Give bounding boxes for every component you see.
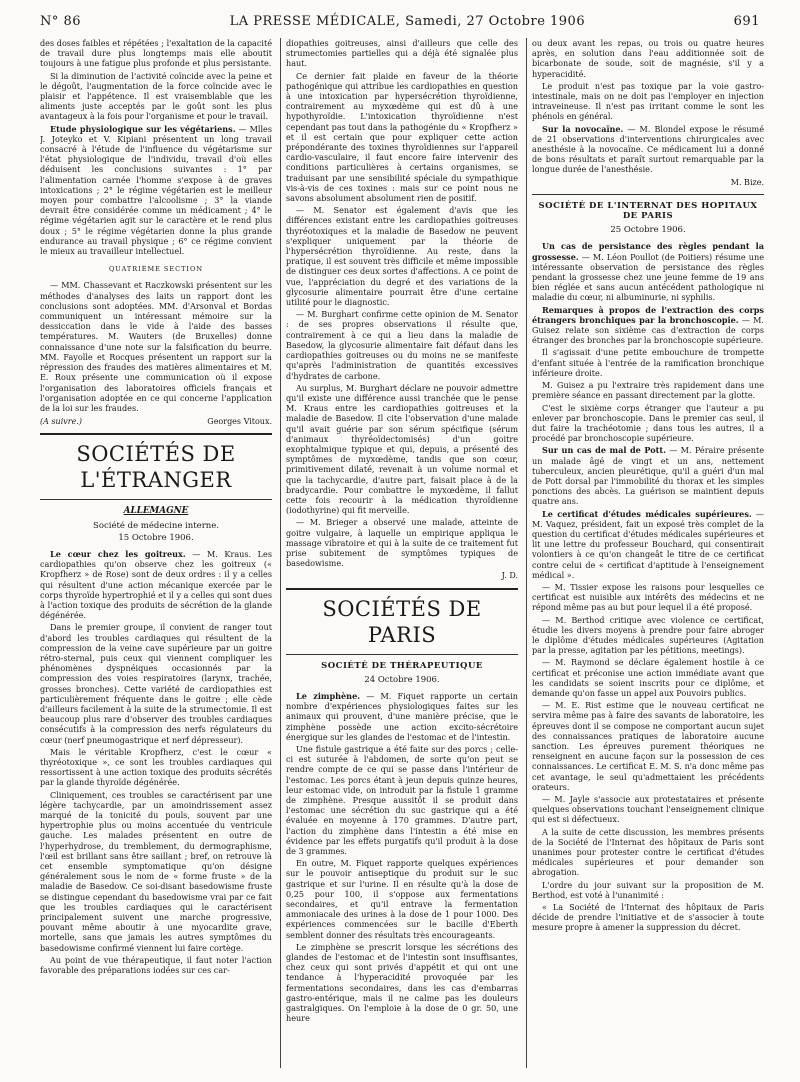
signature-line [40,417,272,427]
paragraph: En outre, M. Fiquet rapporte quelques expériences sur le pouvoir antiseptique du produit sur le suc gastrique et sur l'urine. Il en résulte qu'à la dose de 0,25 pour 100, il s'oppose aux fermentations secondaires, et qu'il entrave la fermentation ammoniacale des urines à la dose de 1 pour 1000. Des expériences commencées sur le bacille d'Eberth semblent donner des résultats très encourageants. [286,858,518,940]
paragraph [40,124,272,257]
paragraph [532,305,764,346]
article-text: — M. Vaquez, président, fait un exposé très complet de la question du certificat d'études médicales supérieures et lit une lettre du professeur Bouchard, qui consentirait volontiers à ce qu'on changeât le titre de ce certificat contre celui de « certificat d'aptitude à l'enseignement médical ». [532,508,764,580]
page-number: 691 [733,14,760,29]
paragraph: M. Guisez a pu l'extraire très rapidement dans une première séance en passant directement par la glotte. [532,380,764,401]
paragraph: — M. Raymond se déclare également hostile à ce certificat et préconise une action immédiate avant que les candidats se soient inscrits pour ce diplôme, et demande qu'on fasse un appel aux Pouvoirs publics. [532,657,764,698]
session-date: 25 Octobre 1906. [610,225,686,236]
column-2 [286,38,518,1068]
paragraph: — M. Tissier expose les raisons pour lesquelles ce certificat est nuisible aux intérêts des médecins et ne répond même pas au but pour lequel il a été proposé. [532,581,764,613]
paragraph: Mais le véritable Kropfherz, c'est le cœur « thyréotoxique », ce sont les troubles cardiaques qui ressortissent à une action toxique des produits sécrétés par la glande thyroïde dégénérée. [40,746,272,788]
column-rule [526,38,527,1068]
society-heading: SOCIÉTÉ DE L'INTERNAT DES HOPITAUX DE PARIS [538,200,758,222]
article-text: — M. Guisez relate son sixième cas d'extraction de corps étranger des bronches par la bronchoscopie supérieure. [532,314,764,346]
paragraph: — M. Senator est également d'avis que les différences existant entre les cardiopathies goitreuses thyréotoxiques et la maladie de Basedow ne peuvent s'expliquer uniquement par la théorie de l'hypersécrétion thyroïdienne. Au reste, dans la pratique, il est souvent très difficile et même impossible de distinguer ces deux sortes d'affections. A ce point de vue, l'appréciation du degré et des variations de la glycosurie alimentaire pourrait être d'une certaine utilité pour le diagnostic. [286,205,518,308]
paragraph: Ce dernier fait plaide en faveur de la théorie pathogénique qui attribue les cardiopathies en question à une intoxication par hypersécrétion thyroïdienne, contrairement au myxœdème qui est dû à une hypothyroïdie. L'intoxication thyroïdienne n'est cependant pas tout dans la pathogénie du « Kropfherz » et il est certain que pour expliquer cette action prépondérante des toxines thyroïdiennes sur l'appareil cardio-vasculaire, il faut encore faire intervenir des conditions particulières à certains organismes, se traduisant par une sensibilité spéciale du sympathique vis-à-vis de ces toxines : mais sur ce point nous ne savons absolument absolument rien de positif. [286,70,518,204]
paragraph: C'est le sixième corps étranger que l'auteur a pu enlever par bronchoscopie. Dans le premier cas seul, il dut faire la trachéotomie ; dans tous les autres, il a procédé par bronchoscopie supérieure. [532,402,764,444]
paragraph [532,124,764,175]
column-1 [40,38,272,1068]
society-heading: SOCIÉTÉ DE THÉRAPEUTIQUE [321,660,483,671]
paragraph: ou deux avant les repas, ou trois ou quatre heures après, en solution dans l'eau additionnée soit de bicarbonate de soude, soit de magnésie, s'il y a hyperacidité. [532,38,764,79]
paragraph: « La Société de l'Internat des hôpitaux de Paris décide de prendre l'initiative et de s'associer à toute mesure propre à amener la suppression du décret. [532,902,764,933]
country-heading: ALLEMAGNE [123,506,189,517]
section-title: SOCIÉTÉS DE PARIS [322,596,482,647]
section-heading: QUATRIÈME SECTION [108,265,204,274]
article-text: — M. Blondel expose le résumé de 21 observations d'interventions chirurgicales avec anesthésie à la novocaïne. Ce médicament lui a donné de bons résultats et paraît surtout remarquable par la longue durée de l'anesthésie. [532,123,764,175]
paragraph: — M. Burghart confirme cette opinion de M. Senator : de ses propres observations il résulte que, contrairement à ce qui a lieu dans la maladie de Basedow, la glycosurie alimentaire fait défaut dans les cardiopathies goitreuses ou du moins ne se manifeste qu'après l'administration de quantités excessives d'hydrates de carbone. [286,309,518,381]
paragraph: Il s'agissait d'une petite embouchure de trompette d'enfant située à l'entrée de la ramification bronchique inférieure droite. [532,347,764,378]
divider [286,588,518,590]
article-title: Remarques à propos de l'extraction des corps étrangers bronchiques par la bronchoscopie. [532,304,764,325]
article-text: — M. Léon Poullot (de Poitiers) résume une intéressante observation de persistance des règles pendant la grossesse chez une jeune femme de 19 ans bien réglée et sans aucun antécédent pathologique ni maladie du cœur, ni albuminurie, ni syphilis. [532,251,764,303]
paragraph [286,691,518,742]
paragraph: Cliniquement, ces troubles se caractérisent par une légère tachycardie, par un amoindrissement assez marqué de la tonicité du pouls, souvent par une hypertrophie plus ou moins accentuée du ventricule gauche. Les malades présentent en outre de l'hyperhydrose, du tremblement, du dermographisme, l'œil est brillant sans être saillant ; bref, on retrouve là cet ensemble symptomatique qu'on désigne généralement sous le nom de « forme fruste » de la maladie de Basedow. Ce soi-disant basedowisme fruste se distingue cependant du basedowisme vrai par ce fait que les troubles cardiaques qui le caractérisent principalement suivent une marche progressive, pouvant même aboutir à une myocardite grave, mortelle, sans que jamais les autres symptômes du basedowisme confirmé viennent lui faire cortège. [40,789,272,953]
column-3 [532,38,764,1068]
paragraph: diopathies goitreuses, ainsi d'ailleurs que celle des strumectomies partielles qui a déjà été signalée plus haut. [286,38,518,69]
page-number-label: N° 86 [40,14,82,29]
session-date: 15 Octobre 1906. [118,532,194,543]
journal-title: LA PRESSE MÉDICALE, Samedi, 27 Octobre 1906 [229,14,586,29]
article-title: Le cœur chez les goitreux. [50,548,186,559]
article-text: — M. Fiquet rapporte un certain nombre d'expériences physiologiques faites sur les animaux qui prouvent, d'une manière précise, que le zimphène possède une action excito-sécrétoire énergique sur les glandes de l'estomac et de l'intestin. [286,690,518,742]
article-title: Etude physiologique sur les végétariens. [50,123,236,134]
article-title: Un cas de persistance des règles pendant la grossesse. [532,241,764,262]
column-rule [280,38,281,1068]
divider [286,654,518,655]
paragraph: Une fistule gastrique a été faite sur des porcs ; celle-ci est suturée à l'abdomen, de sorte qu'on peut se rendre compte de ce qui se passe dans l'intérieur de l'estomac. Les porcs étant à jeun depuis quinze heures, leur estomac vide, on introduit par la fistule 1 gramme de zimphène. Presque aussitôt il se produit dans l'estomac une sécrétion du suc gastrique qui a été évaluée en moyenne à 170 grammes. D'autre part, l'action du zimphène dans l'intestin a été mise en évidence par les effets purgatifs qu'il produit à la dose de 3 grammes. [286,743,518,857]
paragraph: Au surplus, M. Burghart déclare ne pouvoir admettre qu'il existe une différence aussi tranchée que le pense M. Kraus entre les cardiopathies goitreuses et la maladie de Basedow. Il cite l'observation d'une malade qu'il avait guérie par son sérum spécifique (sérum d'animaux thyréoïdectomisés) d'un goitre exophtalmique typique et qui, depuis, a présenté des symptômes de myxœdème, tandis que son cœur, primitivement dilaté, revenait à un volume normal et que la tachycardie, d'autre part, faisait place à de la bradycardie. Pour combattre le myxœdème, il fallut cette fois recourir à la médication thyroïdienne (iodothyrine) qui fit merveille. [286,382,518,516]
article-title: Sur un cas de mal de Pott. [542,445,666,456]
paragraph: Si la diminution de l'activité coïncide avec la peine et le dégoût, l'augmentation de la force coïncide avec le plaisir et l'appétence. Il est vraisemblable que les aliments juste acceptés par le goût sont les plus avantageux à la fois pour l'organisme et pour le travail. [40,70,272,122]
paragraph: Le zimphène se prescrit lorsque les sécrétions des glandes de l'estomac et de l'intestin sont insuffisantes, chez ceux qui sont privés d'appétit et qui ont une tendance à l'hyperacidité provoquée par les fermentations secondaires, dans les cas d'embarras gastro-entérique, mais il ne calme pas les douleurs gastralgiques. On l'emploie à la dose de 0 gr. 50, une heure [286,941,518,1024]
article-text: — Mlles J. Joteyko et V. Kipiani présentent un long travail consacré à l'étude de l'influence du végétarisme sur l'état physiologique de l'individu, travail d'où elles déduisent les conclusions suivantes : 1° par l'alimentation carnée l'homme s'expose à de graves intoxications ; 2° le régime végétarien est le meilleur moyen pour combattre l'alcoolisme ; 3° la viande devrait être considérée comme un médicament ; 4° le régime végétarien agit sur le caractère et le rend plus doux ; 5° le régime végétarien donne la plus grande endurance au travail physique ; 6° ce régime convient le mieux au travailleur intellectuel. [40,123,272,257]
divider [40,433,272,435]
session-date: 24 Octobre 1906. [364,674,440,685]
article-text: — M. Péraire présente un malade âgé de vingt et un ans, nettement tuberculeux, ancien pleurétique, qu'il a guéri d'un mal de Pott dorsal par l'immobilité du thorax et les simples ponctions des abcès. La guérison se maintient depuis quatre ans. [532,445,764,507]
page-header [40,14,760,34]
article-text: — M. Kraus. Les cardiopathies qu'on observe chez les goitreux (« Kropfherz » de Rose) sont de deux ordres : il y a celles qui résultent d'une action mécanique exercée par le corps thyroïde hypertrophié et il y a celles qui sont dues à l'action toxique des produits de sécrétion de la glande dégénérée. [40,548,272,621]
divider [40,499,272,500]
paragraph [532,509,764,580]
author-signature: Georges Vitoux. [207,417,272,427]
paragraph: des doses faibles et répétées ; l'exaltation de la capacité de travail dure plus longtemps mais elle aboutit toujours à une fatigue plus profonde et plus persistante. [40,38,272,69]
paragraph: Dans le premier groupe, il convient de ranger tout d'abord les troubles cardiaques qui résultent de la compression de la veine cave supérieure par un goitre rétro-sternal, puis ceux qui viennent compliquer les phénomènes dyspnéiques occasionnés par la compression des voies respiratoires (larynx, trachée, grosses bronches). Cette variété de cardiopathies est particulièrement fréquente dans le goitre ; elle cède d'ailleurs facilement à la suite de la strumectomie. Il est beaucoup plus rare d'observer des troubles cardiaques consécutifs à la compression des nerfs régulateurs du cœur (nerf pneumogastrique et nerf dépresseur). [40,622,272,745]
article-title: Le certificat d'études médicales supérieures. [542,508,752,519]
paragraph: — M. E. Rist estime que le nouveau certificat ne servira même pas à faire des savants de laboratoire, les épreuves dont il se compose ne comportant aucun sujet des connaissances pratiques de laboratoire aucune sanction. Les épreuves purement théoriques ne renseignent en aucune façon sur la possession de ces connaissances. Le certificat E. M. S. n'a donc même pas cet avantage, le seul qu'admettaient les précédents orateurs. [532,700,764,792]
paragraph: — M. Jayle s'associe aux protestataires et présente quelques observations touchant l'enseignement clinique qui est si défectueux. [532,794,764,825]
paragraph: — M. Brieger a observé une malade, atteinte de goitre vulgaire, à laquelle un empirique appliqua le massage vibratoire et qui à la suite de ce traitement fut prise subitement de symptômes typiques de basedowisme. [286,517,518,569]
author-signature: M. Bize. [730,177,764,187]
paragraph: L'ordre du jour suivant sur la proposition de M. Berthod, est voté à l'unanimité : [532,879,764,900]
paragraph [40,549,272,620]
divider [532,194,764,195]
paragraph: — MM. Chassevant et Raczkowski présentent sur les méthodes d'analyses des laits un rapport dont les conclusions sont adoptées. MM. d'Arsonval et Bordas communiquent un intéressant mémoire sur la dessiccation dans le vide à l'aide des basses températures. M. Wauters (de Bruxelles) donne connaissance d'une note sur la falsification du beurre. MM. Fayolle et Rocques présentent un rapport sur la répression des fraudes des matières alimentaires et M. E. Roux présente une communication où il expose l'organisation des laboratoires officiels français et l'organisation adoptée en ce qui concerne l'application de la loi sur les fraudes. [40,280,272,413]
paragraph: Le produit n'est pas toxique par la voie gastro-intestinale, mais on ne doit pas l'employer en injection intraveineuse. Il n'est pas irritant comme le sont les phénols en général. [532,80,764,122]
article-title: Le zimphène. [296,690,361,701]
section-title: SOCIÉTÉS DE L'ÉTRANGER [76,442,236,493]
author-signature: J. D. [501,571,518,581]
paragraph: Au point de vue thérapeutique, il faut noter l'action favorable des préparations iodées sur ces car- [40,954,272,976]
article-title: Sur la novocaïne. [542,123,624,134]
to-be-continued: (A suivre.) [40,417,82,427]
paragraph [532,445,764,506]
paragraph [532,241,764,302]
society-name: Société de médecine interne. [93,520,219,531]
paragraph: A la suite de cette discussion, les membres présents de la Société de l'Internat des hôpitaux de Paris sont unanimes pour protester contre le certificat d'études médicales supérieures et pour demander son abrogation. [532,826,764,878]
paragraph: — M. Berthod critique avec violence ce certificat, étudie les divers moyens à prendre pour faire abroger le diplôme d'études médicales supérieures (Agitation par la presse, agitation par les pétitions, meetings). [532,614,764,656]
